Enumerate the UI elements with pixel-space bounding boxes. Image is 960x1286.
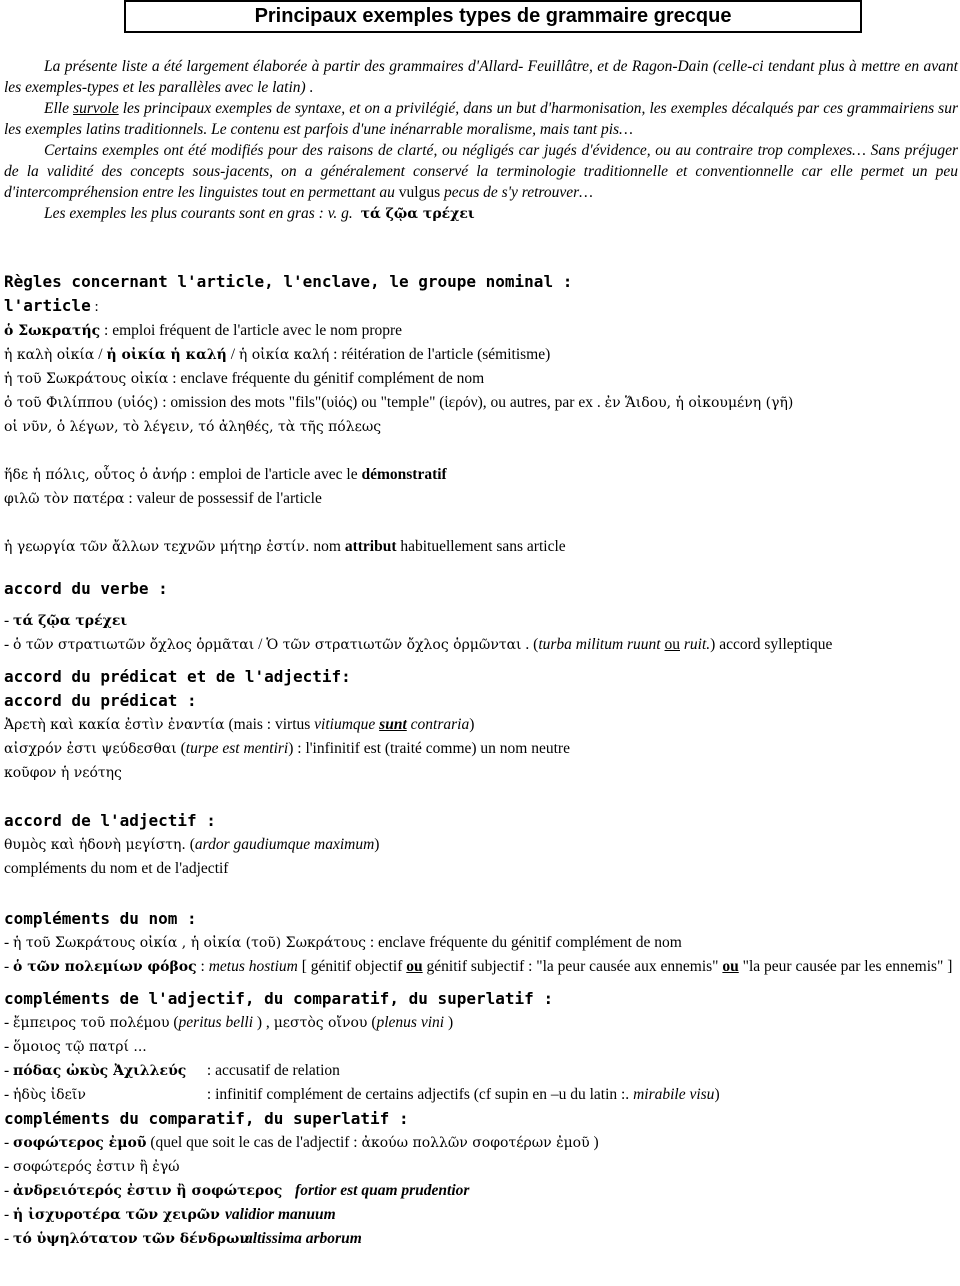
example-line: - ἡ ἰσχυροτέρα τῶν χειρῶν validior manuum [4,1206,336,1223]
example-line: - ἡδὺς ἰδεῖν : infinitif complément de certains adjectifs (cf supin en –u du latin :. mirabile visu) [4,1086,720,1103]
text-line: compléments du nom et de l'adjectif [4,860,229,877]
example-line: - ἀνδρειότερός ἐστιν ἢ σοφώτερος fortior est quam prudentior [4,1182,470,1199]
example-line: - τά ζῷα τρέχει [4,612,128,629]
example-line: ἡ γεωργία τῶν ἄλλων τεχνῶν μήτηρ ἐστίν. nom attribut habituellement sans article [4,538,566,555]
subheading-predicate: accord du prédicat : [4,691,197,710]
section-heading-comparative-complements: compléments du comparatif, du superlatif : [4,1109,409,1128]
subheading-article: l'article : [4,296,99,315]
intro-paragraph-3: Certains exemples ont été modifiés pour des raisons de clarté, ou négligés car jugés d'évidence, ou au contraire trop complexes… Sans préjuger de la validité des concepts sous-jacents, on a généralement conservé la terminologie traditionnelle et conventionnelle car elle permet un peu d'intercompréhension entre les linguistes tout en permettant au vulgus pecus de s'y retrouver… [4,142,958,201]
spacer [4,785,958,809]
example-line: αἰσχρόν ἐστι ψεύδεσθαι (turpe est mentiri) : l'infinitif est (traité comme) un nom neutre [4,740,570,757]
spacer [4,559,958,577]
example-line: - πόδας ὠκὺς Ἀχιλλεύς : accusatif de relation [4,1062,340,1079]
spacer [4,439,958,463]
section-heading-predicate-adjective: accord du prédicat et de l'adjectif: [4,667,351,686]
example-line: ἡ τοῦ Σωκράτους οἰκία : enclave fréquente du génitif complément de nom [4,370,485,387]
intro-paragraph-1: La présente liste a été largement élaborée à partir des grammaires d'Allard- Feuillâtre, et de Ragon-Dain (celle-ci tendant plus à mettre en avant les exemples-types et les parallèles avec le latin) . [4,58,958,96]
section-heading-article: Règles concernant l'article, l'enclave, le groupe nominal : [4,272,573,291]
example-line: Ἀρετὴ καὶ κακία ἐστὶν ἐναντία (mais : virtus vitiumque sunt contraria) [4,716,475,733]
example-line: - σοφώτερος ἐμοῦ (quel que soit le cas de l'adjectif : ἀκούω πολλῶν σοφοτέρων ἐμοῦ ) [4,1134,599,1151]
example-line: φιλῶ τὸν πατέρα : valeur de possessif de l'article [4,490,322,507]
example-line: θυμὸς καὶ ἡδονὴ μεγίστη. (ardor gaudiumque maximum) [4,836,380,853]
intro-paragraph-2: Elle survole les principaux exemples de syntaxe, et on a privilégié, dans un but d'harmonisation, les exemples décalqués par ces grammairiens sur les exemples latins traditionnels. Le contenu est parfois d'une inénarrable moralisme, mais tant pis… [4,100,958,138]
spacer [4,511,958,535]
example-line: - ὁ τῶν στρατιωτῶν ὄχλος ὁρμᾶται / Ὁ τῶν στρατιωτῶν ὄχλος ὁρμῶνται . (turba militum ruunt ou ruit.) accord sylleptique [4,636,833,653]
spacer [4,881,958,907]
page-title: Principaux exemples types de grammaire grecque [124,0,862,33]
example-line: οἱ νῦν, ὁ λέγων, τὸ λέγειν, τό ἀληθές, τὰ τῆς πόλεως [4,419,382,435]
example-line: - ἡ τοῦ Σωκράτους οἰκία , ἡ οἰκία (τοῦ) Σωκράτους : enclave fréquente du génitif complément de nom [4,934,682,951]
example-line: κοῦφον ἡ νεότης [4,765,122,781]
section-heading-verb-agreement: accord du verbe : [4,579,168,598]
example-line: - ὁ τῶν πολεμίων φόβος : metus hostium [ génitif objectif ou génitif subjectif : "la peur causée aux ennemis" ou "la peur causée par les ennemis" ] [4,958,953,975]
example-line: - ὅμοιος τῷ πατρί ... [4,1038,147,1055]
spacer [4,601,958,609]
grammar-content [4,270,958,1251]
intro-paragraph-4: Les exemples les plus courants sont en gras : v. g. τά ζῷα τρέχει [44,205,475,222]
example-line: ἡ καλὴ οἰκία / ἡ οἰκία ἡ καλή / ἡ οἰκία καλή : réitération de l'article (sémitisme) [4,346,551,363]
section-heading-adjective-agreement: accord de l'adjectif : [4,811,216,830]
example-line: ὁ τοῦ Φιλίππου (υἱός) : omission des mots "fils"(υἱός) ou "temple" (ἱερόν), ou autres, par ex . ἐν Ἅιδου, ἡ οἰκουμένη (γῆ) [4,394,794,411]
spacer [4,657,958,665]
example-line: - σοφώτερός ἐστιν ἢ ἐγώ [4,1158,180,1175]
example-line: ἥδε ἡ πόλις, οὗτος ὁ ἀνήρ : emploi de l'article avec le démonstratif [4,466,447,483]
section-heading-noun-complements: compléments du nom : [4,909,197,928]
spacer [4,979,958,987]
example-line: - τό ὑψηλότατον τῶν δένδρωνaltissima arborum [4,1230,362,1247]
introduction [4,56,958,225]
example-line: ὁ Σωκρατής : emploi fréquent de l'article avec le nom propre [4,322,403,339]
example-line: - ἔμπειρος τοῦ πολέμου (peritus belli ) , μεστὸς οἴνου (plenus vini ) [4,1014,454,1031]
section-heading-adjective-complements: compléments de l'adjectif, du comparatif, du superlatif : [4,989,554,1008]
